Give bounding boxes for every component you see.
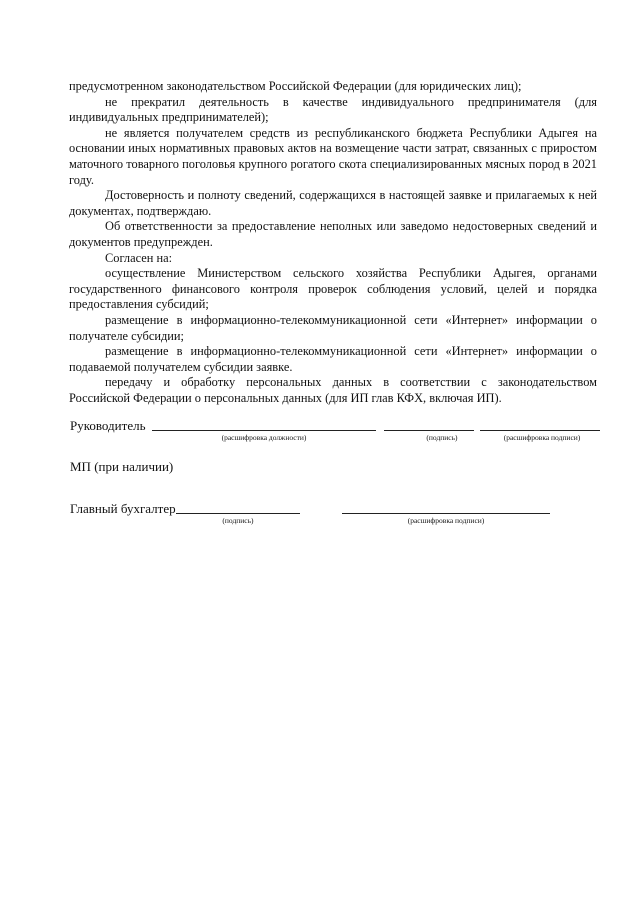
stamp-label: МП (при наличии) [70, 459, 174, 474]
paragraph: Согласен на: [105, 250, 173, 265]
accountant-decoding-line [342, 513, 550, 514]
paragraph: размещение в информационно-телекоммуникационной сети «Интернет» информации о подаваемой получателем субсидии заявке. [69, 344, 597, 374]
head-decoding-line [480, 430, 600, 431]
paragraph: размещение в информационно-телекоммуникационной сети «Интернет» информации о получателе субсидии; [69, 312, 597, 343]
head-signature-caption: (подпись) [426, 433, 458, 442]
paragraph: не прекратил деятельность в качестве индивидуального предпринимателя (для индивидуальных предпринимателей); [69, 94, 597, 125]
accountant-signature-line [176, 513, 300, 514]
head-label: Руководитель [70, 418, 146, 433]
paragraph: передачу и обработку персональных данных в соответствии с законодательством Российской Федерации о персональных данных (для ИП глав КФХ, включая ИП). [69, 375, 597, 405]
head-position-line [152, 430, 376, 431]
paragraph: не является получателем средств из республиканского бюджета Республики Адыгея на основании иных нормативных правовых актов на возмещение части затрат, связанных с приростом маточного товарного поголовья крупного рогатого скота специализированных мясных пород в 2021 году. [69, 125, 597, 187]
head-signature-line [384, 430, 474, 431]
paragraph: осуществление Министерством сельского хозяйства Республики Адыгея, органами государственного финансового контроля проверок соблюдения условий, целей и порядка предоставления субсидий; [69, 266, 597, 312]
paragraph: Достоверность и полноту сведений, содержащихся в настоящей заявке и прилагаемых к ней документах, подтверждаю. [69, 188, 597, 218]
body-text [69, 79, 597, 406]
paragraph: Об ответственности за предоставление неполных или заведомо недостоверных сведений и документов предупрежден. [69, 219, 597, 249]
paragraph: предусмотренном законодательством Российской Федерации (для юридических лиц); [69, 79, 522, 93]
head-decoding-caption: (расшифровка подписи) [503, 433, 581, 442]
accountant-decoding-caption: (расшифровка подписи) [407, 516, 485, 525]
accountant-signature-caption: (подпись) [222, 516, 254, 525]
head-position-caption: (расшифровка должности) [221, 433, 307, 442]
accountant-label: Главный бухгалтер [70, 501, 176, 516]
